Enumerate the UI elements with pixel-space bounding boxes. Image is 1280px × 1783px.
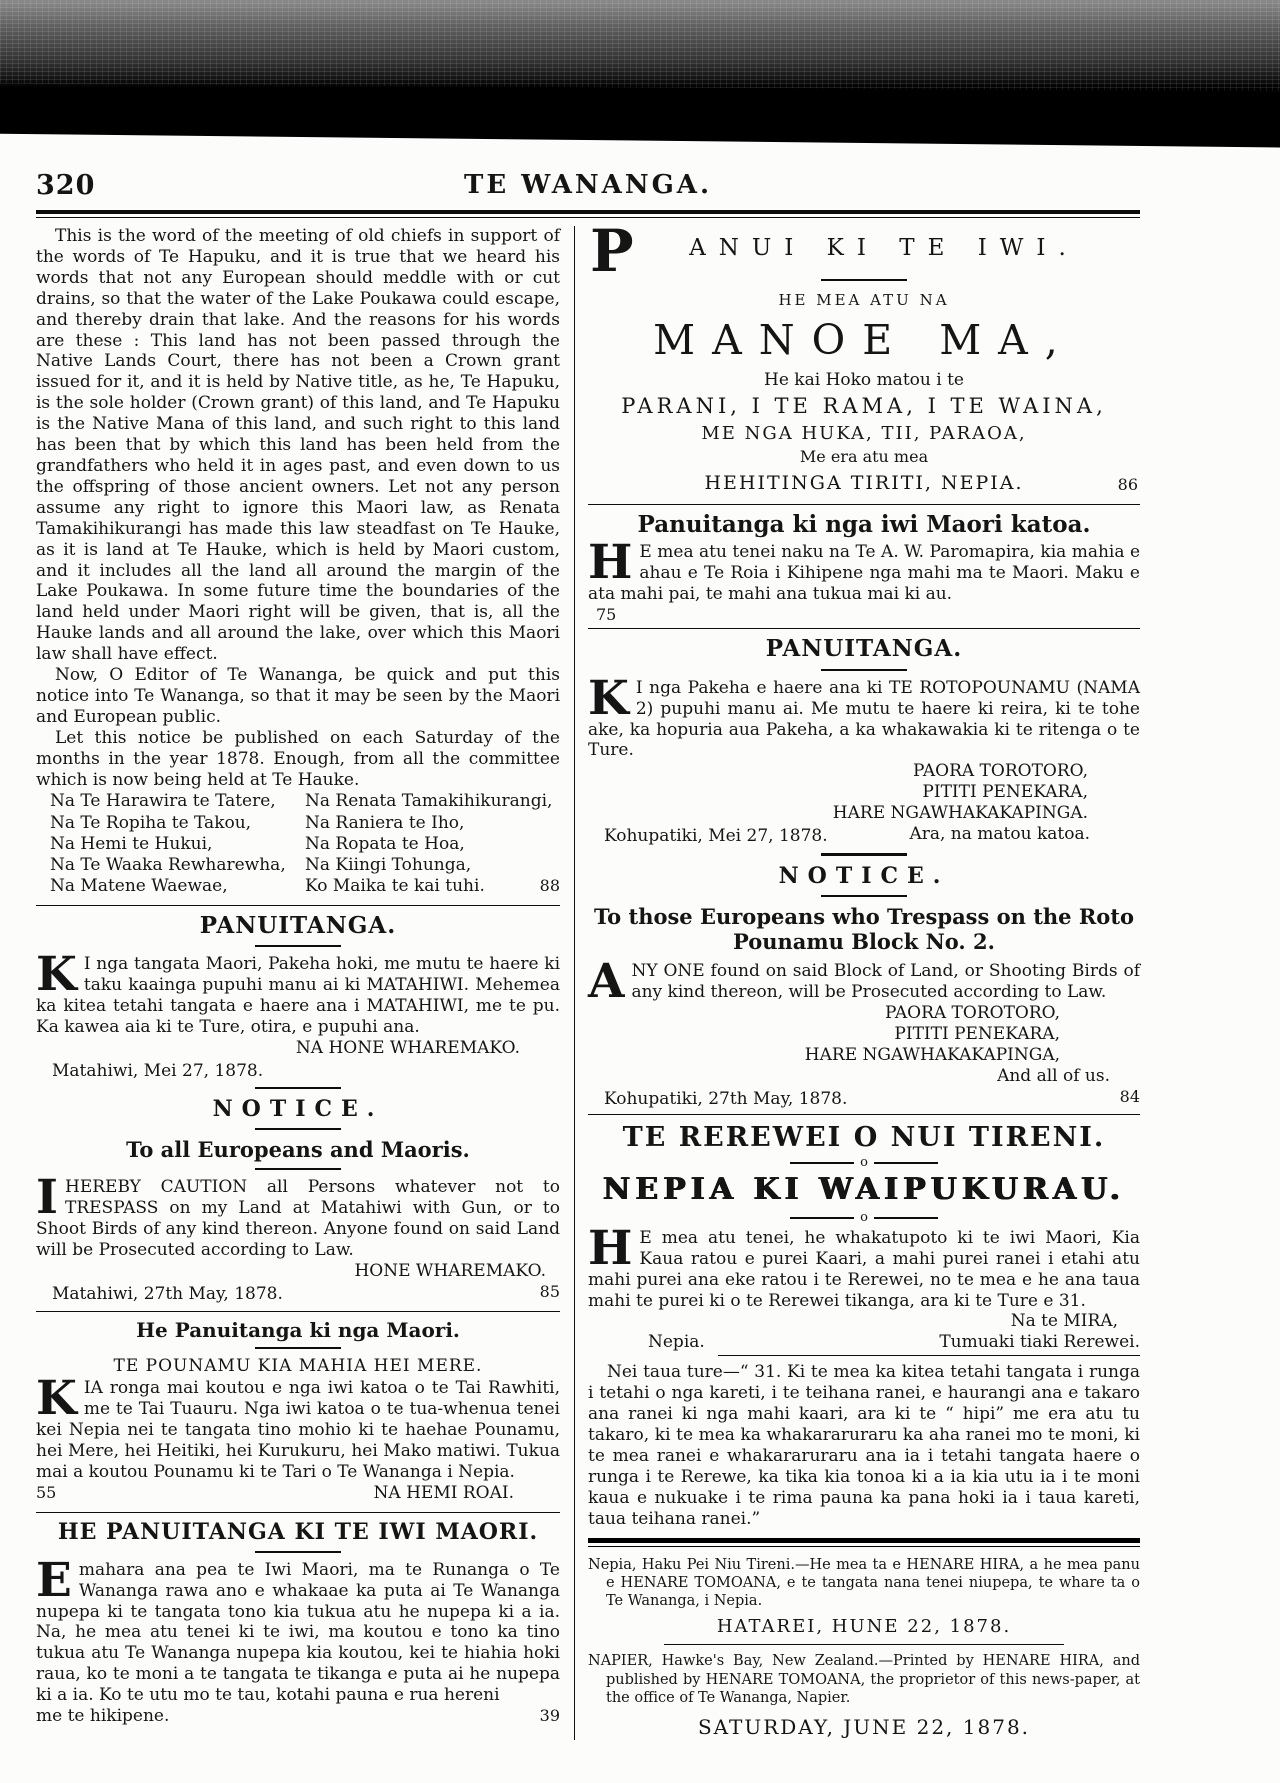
signatories-column-right — [305, 791, 560, 897]
notice-heading: NOTICE. — [212, 1096, 384, 1123]
ad-line: HE MEA ATU NA — [778, 291, 950, 309]
signature: And all of us. — [997, 1065, 1110, 1086]
signatory: Na Te Harawira te Tatere, — [50, 791, 276, 812]
iwi-maori-body — [36, 1552, 560, 1706]
signatory: Na Renata Tamakihikurangi, — [305, 791, 553, 812]
notice-date-row — [36, 1282, 560, 1305]
ad-number: 75 — [596, 604, 617, 624]
signatory: Na Hemi te Hukui, — [50, 833, 213, 854]
signature: PITITI PENEKARA, — [894, 1024, 1060, 1045]
ad-number: 88 — [539, 876, 560, 896]
ad-line: ME NGA HUKA, TII, PARAOA, — [701, 422, 1027, 444]
panuitanga-heading: PANUITANGA. — [199, 911, 397, 939]
iwi-maori-text: mahara ana pea te Iwi Maori, ma te Runanga o Te Wananga rawa ano e whakaae ka puta ai Te Wananga nupepa ki te tangata tono kia tukua atu he nupepa ki a ia. Na, he mea atu tenei ki te iwi, ma koutou e tono ka tino tukua atu Te Wananga nupepa kia koutou, kei te hiahia hoki raua, ko te moni a te tangata te tikanga e puta ai he nupepa ki a ia. Ko te utu mo te tau, kotahi pauna e rua hereni — [36, 1559, 560, 1706]
heading-rule — [821, 669, 907, 671]
paper-title: TE WANANGA. — [463, 170, 713, 200]
heading-rule — [255, 945, 341, 947]
section-rule-short — [821, 853, 907, 856]
ornament-o: o — [860, 1154, 868, 1170]
signature: HARE NGAWHAKAKAPINGA, — [804, 1045, 1060, 1065]
trespass-text: NY ONE found on said Block of Land, or Shooting Birds of any kind thereon, will be Prosecuted according to Law. — [631, 961, 1140, 1003]
imprint-date-english: SATURDAY, JUNE 22, 1878. — [697, 1715, 1031, 1740]
signature-rule — [718, 1355, 1140, 1356]
trespass-body — [588, 954, 1140, 1010]
iwi-maori-heading: HE PANUITANGA KI TE IWI MAORI. — [57, 1518, 539, 1545]
dropcap-initial: I — [36, 1170, 58, 1226]
page-number: 320 — [36, 170, 96, 201]
pounamu-text: IA ronga mai koutou e nga iwi katoa o te Tai Rawhiti, me te Tai Tuauru. Nga iwi katoa o te tua-whenua tenei kei Nepia nei te tangata tino mohio ki te haehae Pounamu, hei Mere, hei Heitiki, hei Kurukuru, hei Mako matiwi. Tukua mai a koutou Pounamu ki te Tari o Te Wananga i Nepia. — [36, 1378, 560, 1482]
heading-rule — [255, 1551, 341, 1553]
signature-block — [588, 1003, 1140, 1066]
railway-sig-row — [588, 1332, 1140, 1353]
railway-signature-2: Tumuaki tiaki Rerewei. — [939, 1332, 1140, 1353]
pounamu-subheading: TE POUNAMU KIA MAHIA HEI MERE. — [113, 1356, 483, 1377]
letter-paragraph-3: Let this notice be published on each Saturday of the months in the year 1878. Enough, from all the committee which is now being held at Te Hauke. — [36, 727, 560, 790]
rotopounamu-text: I nga Pakeha e haere ana ki TE ROTOPOUNAMU (NAMA 2) pupuhi manu ai. Me mutu te haere ki reira, ki te tohe ake, ka hopuria aua Pakeha, a ka whakawakia ki te ritenga o te Ture. — [588, 677, 1140, 761]
rotopounamu-closing: Ara, na matou katoa. — [909, 824, 1090, 845]
columns — [36, 217, 1140, 1740]
panuitanga-signature: NA HONE WHAREMAKO. — [295, 1037, 520, 1058]
panui-ad-heading — [588, 217, 1140, 285]
trespass-dateline: Kohupatiki, 27th May, 1878. — [604, 1088, 848, 1109]
dropcap-initial: K — [36, 947, 77, 1002]
iwi-maori-last-row — [36, 1706, 560, 1727]
dropcap-initial: H — [588, 1220, 633, 1276]
heading-rule — [821, 279, 907, 281]
heading-rule — [255, 1128, 341, 1130]
railway-law-paragraph: Nei taua ture—“ 31. Ki te mea ka kitea tetahi tangata i runga i tetahi o nga kareti, i te teihana ranei, e haurangi ana e takaro ana ranei ki nga mahi kaari, ara ki te “ hipi” me era atu tu takaro, ki te mea ka whakararuraru ka aha ranei mo te moni, ki te mea ranei e whakararuraru ana ia i tetahi tangata haere o runga i te Rerewe, ka tika kia tonoa ki a ia kia utu ia i te moni kaua e nukuake i te rima pauna ka pana hoki ia i taua kareti, taua teihana ranei.” — [588, 1362, 1140, 1529]
signature: PAORA TOROTORO, — [884, 1003, 1060, 1024]
railway-signature-1: Na te MIRA, — [1010, 1311, 1118, 1332]
signatories-column-left — [50, 791, 305, 897]
ad-number: 55 — [36, 1482, 57, 1502]
paromapira-body — [588, 535, 1140, 605]
rule-bar — [790, 1162, 854, 1164]
pounamu-signature: NA HEMI ROAI. — [373, 1482, 514, 1503]
dropcap-initial: P — [590, 217, 634, 285]
dropcap-initial: H — [588, 535, 633, 591]
ad-number: 86 — [1117, 475, 1138, 495]
notice-text: HEREBY CAUTION all Persons whatever not to TRESPASS on my Land at Matahiwi with Gun, or to Shoot Birds of any kind thereon. Anyone found on said Land will be Prosecuted according to Law. — [36, 1177, 560, 1261]
letter-paragraph-1: This is the word of the meeting of old chiefs in support of the words of Te Hapuku, and it is true that we heard his words that not any European should meddle with or cut drains, so that the water of the Lake Poukawa could escape, and thereby drain that lake. And the reasons for his words are these : This land has not been passed through the Native Lands Court, there has not been a Crown grant issued for it, and it is held by Native title, as he, Te Hapuku, is the sole holder (Crown grant) of this land, and Te Hapuku is the Native Mana of this land, and such right to this land has been that by which this land has been held from the grandfathers who held it in ages past, and even down to us the offspring of those ancient owners. Let not any person assume any right to ignore this Maori law, as Renata Tamakihikurangi has made this law steadfast on Te Hauke, as it is land at Te Hauke, which is held by Maori custom, and it includes all the land all around the margin of the Lake Poukawa. In some future time the boundaries of the land held under Maori right will be given, that is, all the Hauke lands and all around the lake, over which this Maori law shall have effect. — [36, 226, 560, 665]
heading-rule — [255, 1347, 341, 1349]
notice-body — [36, 1170, 560, 1261]
signatory: Na Kiingi Tohunga, — [305, 855, 472, 876]
panui-ad-heading-text: ANUI KI TE IWI. — [689, 235, 1079, 261]
signatory: Na Te Waaka Rewharewha, — [50, 855, 286, 876]
left-column — [36, 226, 560, 1740]
page-content — [36, 168, 1140, 1740]
pounamu-body — [36, 1371, 560, 1483]
ornament-rule — [588, 1154, 1140, 1170]
ornament-rule — [588, 1209, 1140, 1225]
panuitanga-body — [36, 947, 560, 1038]
section-rule-short — [255, 1087, 341, 1089]
signature-block — [588, 761, 1140, 824]
section-rule — [36, 1512, 560, 1513]
dropcap-initial: K — [588, 670, 629, 726]
ad-address-row — [588, 472, 1140, 495]
section-rule — [588, 628, 1140, 629]
signature: PAORA TOROTORO, — [912, 761, 1088, 782]
pounamu-sig-row — [36, 1483, 560, 1504]
ad-line: PARANI, I TE RAMA, I TE WAINA, — [621, 393, 1107, 418]
rotopounamu-heading: PANUITANGA. — [765, 635, 963, 663]
imprint-rule-thick — [588, 1538, 1140, 1547]
rule-bar — [874, 1162, 938, 1164]
dropcap-initial: E — [36, 1552, 72, 1608]
section-rule — [588, 1114, 1140, 1115]
signatory-row-last — [305, 876, 560, 897]
column-divider — [574, 226, 575, 1740]
masthead — [36, 168, 1140, 206]
imprint-date-maori: HATAREI, HUNE 22, 1878. — [716, 1616, 1012, 1638]
paromapira-heading: Panuitanga ki nga iwi Maori katoa. — [637, 510, 1091, 538]
trespass-heading: NOTICE. — [778, 862, 950, 889]
ad-line: Me era atu mea — [799, 446, 929, 466]
panuitanga-dateline: Matahiwi, Mei 27, 1878. — [52, 1060, 264, 1081]
railway-subheading: NEPIA KI WAIPUKURAU. — [602, 1171, 1126, 1207]
section-rule — [588, 504, 1140, 505]
ad-number: 39 — [539, 1706, 560, 1726]
advertiser-name: MANOE MA, — [653, 316, 1075, 365]
signatory: Na Matene Waewae, — [50, 876, 228, 897]
section-rule — [36, 905, 560, 906]
notice-subheading: To all Europeans and Maoris. — [126, 1137, 470, 1163]
paromapira-text: E mea atu tenei naku na Te A. W. Paromapira, kia mahia e ahau e Te Roia i Kihipene nga mahi ma te Maori. Maku e ata mahi pai, te mahi ana tukua mai ki au. — [588, 542, 1140, 604]
imprint-note-1: Nepia, Haku Pei Niu Tireni.—He mea ta e HENARE HIRA, a he mea panu e HENARE TOMOANA, e te tangata nana tenei niupepa, te whare ta o Te Wananga, i Nepia. — [588, 1556, 1140, 1610]
signatory: Na Te Ropiha te Takou, — [50, 812, 252, 833]
trespass-subheading: To those Europeans who Trespass on the Roto Pounamu Block No. 2. — [593, 904, 1135, 955]
railway-heading: TE REREWEI O NUI TIRENI. — [622, 1121, 1106, 1153]
heading-rule — [255, 1168, 341, 1170]
iwi-maori-last-line: me te hikipene. — [36, 1706, 170, 1727]
rule-bar — [790, 1217, 854, 1219]
heading-rule — [821, 895, 907, 897]
ad-number: 84 — [1119, 1086, 1140, 1106]
rotopounamu-body — [588, 670, 1140, 762]
ad-address: HEHITINGA TIRITI, NEPIA. — [704, 472, 1024, 495]
imprint-rule-thin — [664, 1644, 1064, 1645]
railway-text: E mea atu tenei, he whakatupoto ki te iwi Maori, Kia Kaua ratou e purei Kaari, a mahi purei ranei i etahi atu mahi purei ana eke ratou i te Rerewei, no te mea e he ana taua mahi te purei ki o te Rerewei tikanga, ara ki te Ture e 31. — [588, 1227, 1140, 1311]
rule-bar — [874, 1217, 938, 1219]
signatories-table — [50, 791, 560, 897]
notice-signature: HONE WHAREMAKO. — [354, 1260, 546, 1281]
rotopounamu-date-row — [588, 824, 1140, 847]
signatory: Na Raniera te Iho, — [305, 812, 465, 833]
signatory: Ko Maika te kai tuhi. — [305, 876, 485, 897]
scan-artifact-band — [0, 0, 1280, 152]
pounamu-heading: He Panuitanga ki nga Maori. — [136, 1317, 460, 1342]
signatory: Na Ropata te Hoa, — [305, 833, 465, 854]
imprint-note-2: NAPIER, Hawke's Bay, New Zealand.—Printed by HENARE HIRA, and published by HENARE TOMOANA, the proprietor of this news-paper, at the office of Te Wananga, Napier. — [588, 1653, 1140, 1706]
ornament-o: o — [860, 1209, 868, 1225]
rotopounamu-dateline: Kohupatiki, Mei 27, 1878. — [604, 826, 828, 847]
railway-place: Nepia. — [648, 1332, 705, 1353]
section-rule — [36, 1311, 560, 1312]
panuitanga-text: I nga tangata Maori, Pakeha hoki, me mutu te haere ki taku kaainga pupuhi manu ai ki MATAHIWI. Mehemea ka kitea tetahi tangata e haere ana i MATAHIWI, me te pu. Ka kawea aia ki te Ture, otira, e pupuhi ana. — [36, 954, 560, 1037]
ad-line: He kai Hoko matou i te — [764, 369, 964, 390]
right-column — [588, 217, 1140, 1740]
signature: PITITI PENEKARA, — [922, 782, 1088, 803]
dropcap-initial: K — [36, 1371, 77, 1427]
letter-paragraph-2: Now, O Editor of Te Wananga, be quick and put this notice into Te Wananga, so that it may be seen by the Maori and European public. — [36, 665, 560, 727]
signature: HARE NGAWHAKAKAPINGA. — [832, 803, 1088, 824]
ad-number: 85 — [539, 1281, 560, 1301]
railway-body — [588, 1220, 1140, 1312]
trespass-date-row — [588, 1087, 1140, 1110]
masthead-rule — [36, 210, 1140, 218]
notice-dateline: Matahiwi, 27th May, 1878. — [52, 1283, 283, 1304]
dropcap-initial: A — [588, 954, 625, 1010]
